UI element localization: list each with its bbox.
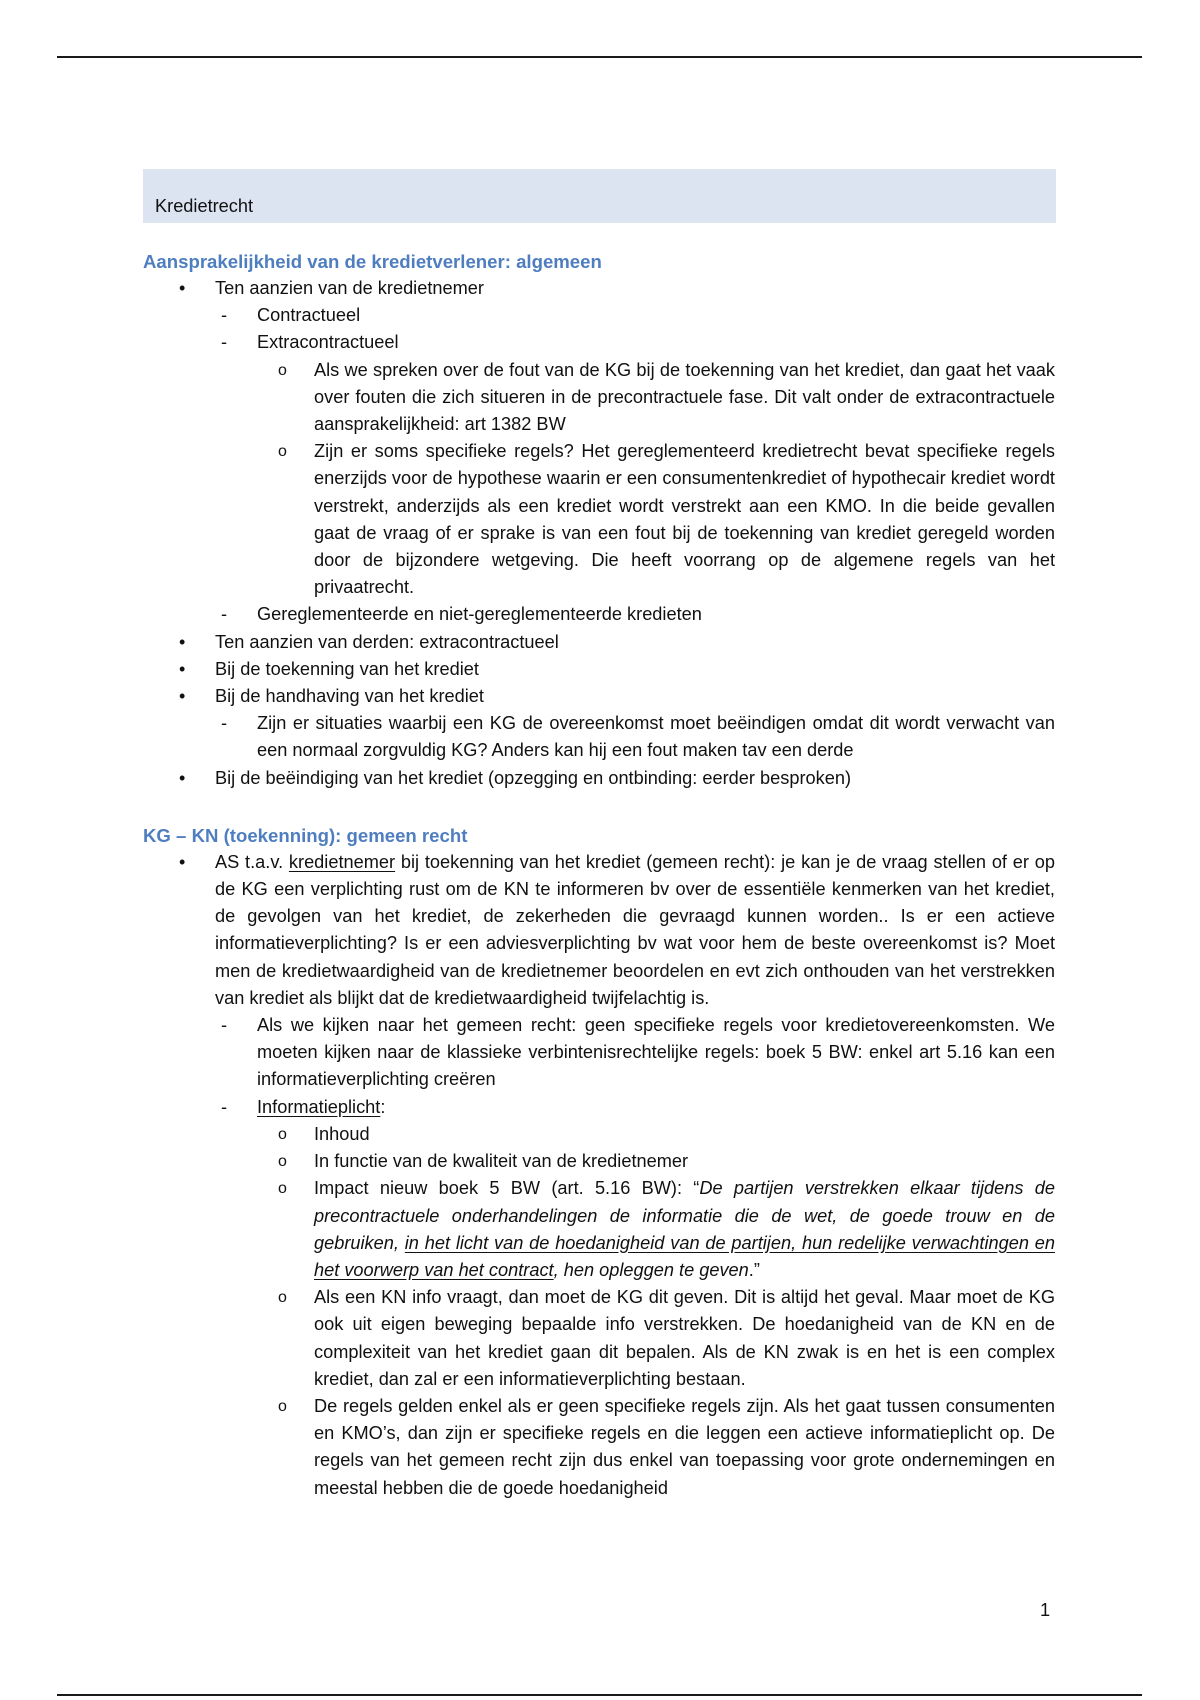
text-run: AS t.a.v. xyxy=(215,851,289,872)
list-item xyxy=(143,1175,1055,1284)
page-number: 1 xyxy=(1040,1600,1051,1620)
header-box xyxy=(143,169,1056,223)
top-rule xyxy=(57,56,1142,58)
list-item xyxy=(143,1148,1055,1175)
list-item xyxy=(143,765,1055,792)
section-heading-aansprakelijkheid: Aansprakelijkheid van de kredietverlener: algemeen xyxy=(143,251,602,272)
list-item xyxy=(143,1393,1055,1502)
list-item-text: Bij de toekenning van het krediet xyxy=(215,658,479,679)
list-item-text: Als we kijken naar het gemeen recht: geen specifieke regels voor kredietovereenkomsten. We moeten kijken naar de klassieke verbintenisrechtelijke regels: boek 5 BW: enkel art 5.16 kan een informatieverplichting creëren xyxy=(257,1015,1055,1090)
list-item-text: Zijn er soms specifieke regels? Het gereglementeerd kredietrecht bevat specifieke regels enerzijds voor de hypothese waarin er een consumentenkrediet of hypothecair krediet wordt verstrekt, anderzijds als een krediet wordt verstrekt aan een KMO. In die beide gevallen gaat de vraag of er sprake is van een fout bij de toekenning van krediet geregeld worden door de bijzondere wetgeving. Die heeft voorrang op de algemene regels van het privaatrecht. xyxy=(314,441,1055,598)
list-item xyxy=(143,438,1055,601)
underlined-term: Informatieplicht xyxy=(257,1096,381,1117)
list-item xyxy=(143,1121,1055,1148)
list-item-text: Ten aanzien van derden: extracontractueel xyxy=(215,631,559,652)
sublist xyxy=(215,302,1055,628)
bottom-rule xyxy=(57,1694,1142,1696)
list-item xyxy=(143,329,1055,601)
list-item-text: Gereglementeerde en niet-gereglementeerde kredieten xyxy=(257,604,702,625)
text-run: : xyxy=(380,1096,386,1117)
text-run: .” xyxy=(748,1259,760,1280)
list-item-text: In functie van de kwaliteit van de kredietnemer xyxy=(314,1151,689,1172)
list-item-text: Als een KN info vraagt, dan moet de KG dit geven. Dit is altijd het geval. Maar moet de KG ook uit eigen beweging bepaalde info verstrekken. De hoedanigheid van de KN en de complexiteit van het krediet gaan dit bepalen. Als de KN zwak is en het is een complex krediet, dan zal er een informatieverplichting bestaan. xyxy=(314,1287,1055,1389)
sublist xyxy=(215,1012,1055,1502)
list-item xyxy=(143,656,1055,683)
underlined-term: kredietnemer xyxy=(288,851,396,872)
section-heading-kg-kn: KG – KN (toekenning): gemeen recht xyxy=(143,824,468,846)
list-item xyxy=(143,601,1055,628)
list-item-text: Extracontractueel xyxy=(257,332,399,353)
list-item xyxy=(143,1284,1055,1393)
text-run: Impact nieuw boek 5 BW (art. 5.16 BW): “ xyxy=(314,1178,700,1199)
list-item xyxy=(143,683,1055,765)
sublist xyxy=(215,710,1055,764)
header-title: Kredietrecht xyxy=(155,196,254,216)
list-item-text: Ten aanzien van de kredietnemer xyxy=(215,278,484,298)
quote-text: , hen opleggen te geven xyxy=(553,1259,749,1280)
list-item xyxy=(143,710,1055,764)
quote-underlined: in het licht van de hoedanigheid van de partijen, hun redelijke verwachtingen en het voorwerp van het contract xyxy=(314,1232,1055,1280)
list-item xyxy=(143,849,1055,1502)
list-item xyxy=(143,275,1055,629)
list-item-text: Contractueel xyxy=(257,305,361,326)
list-item xyxy=(143,302,1055,329)
sublist xyxy=(257,1121,1055,1502)
quote-text: De partijen verstrekken elkaar tijdens de precontractuele onderhandelingen de informatie die de wet, de goede trouw en de gebruiken, xyxy=(314,1178,1055,1253)
section2-list xyxy=(143,849,1055,1502)
list-item xyxy=(143,1012,1055,1094)
text-run: bij toekenning van het krediet (gemeen recht): je kan je de vraag stellen of er op de KG een verplichting rust om de KN te informeren bv over de essentiële kenmerken van het krediet, de gevolgen van het krediet, de zekerheden die gevraagd kunnen worden.. Is er een actieve informatieverplichting? Is er een adviesverplichting bv wat voor hem de beste overeenkomst is? Moet men de kredietwaardigheid van de kredietnemer beoordelen en evt zich onthouden van het verstrekken van krediet als blijkt dat de kredietwaardigheid twijfelachtig is. xyxy=(215,851,1055,1008)
list-item-text: Bij de beëindiging van het krediet (opzegging en ontbinding: eerder besproken) xyxy=(215,767,851,788)
list-item-text: De regels gelden enkel als er geen specifieke regels zijn. Als het gaat tussen consumenten en KMO’s, dan zijn er specifieke regels en die leggen een actieve informatieplicht op. De regels van het gemeen recht zijn dus enkel van toepassing voor grote ondernemingen en meestal hebben die de goede hoedanigheid xyxy=(314,1395,1055,1498)
sublist xyxy=(257,357,1055,602)
list-item xyxy=(143,629,1055,656)
list-item-text: Zijn er situaties waarbij een KG de overeenkomst moet beëindigen omdat dit wordt verwacht van een normaal zorgvuldig KG? Anders kan hij een fout maken tav een derde xyxy=(257,713,1055,761)
list-item-text: Als we spreken over de fout van de KG bij de toekenning van het krediet, dan gaat het vaak over fouten die zich situeren in de precontractuele fase. Dit valt onder de extracontractuele aansprakelijkheid: art 1382 BW xyxy=(314,359,1055,435)
section1-list xyxy=(143,275,1055,792)
list-item-text: Bij de handhaving van het krediet xyxy=(215,686,484,707)
list-item xyxy=(143,1094,1055,1502)
document-body xyxy=(143,169,1055,1502)
list-item-text: Inhoud xyxy=(314,1123,370,1144)
list-item xyxy=(143,357,1055,439)
